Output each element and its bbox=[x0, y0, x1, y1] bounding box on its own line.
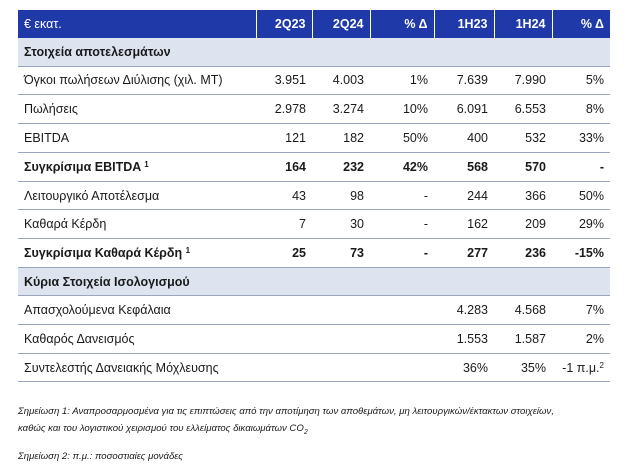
table-cell: 400 bbox=[434, 124, 494, 153]
table-row bbox=[18, 152, 610, 181]
results-table-container bbox=[18, 10, 610, 382]
footnote-1-subscript: 2 bbox=[303, 428, 308, 436]
header-col: 2Q23 bbox=[256, 10, 312, 38]
table-cell: 2.978 bbox=[256, 95, 312, 124]
table-cell: 4.283 bbox=[434, 296, 494, 325]
table-row bbox=[18, 210, 610, 239]
table-cell: - bbox=[552, 152, 610, 181]
table-cell bbox=[256, 324, 312, 353]
table-cell: 10% bbox=[370, 95, 434, 124]
table-cell: 8% bbox=[552, 95, 610, 124]
table-cell: 532 bbox=[494, 124, 552, 153]
footnote-marker: 1 bbox=[144, 159, 149, 169]
table-cell bbox=[370, 353, 434, 382]
table-cell bbox=[312, 296, 370, 325]
table-row bbox=[18, 353, 610, 382]
row-label: EBITDA bbox=[18, 124, 256, 153]
table-cell: 1.553 bbox=[434, 324, 494, 353]
table-cell: 1.587 bbox=[494, 324, 552, 353]
table-cell: 6.553 bbox=[494, 95, 552, 124]
table-cell: - bbox=[370, 239, 434, 268]
table-cell: -15% bbox=[552, 239, 610, 268]
footnote-1-line-1: Σημείωση 1: Αναπροσαρμοσμένα για τις επιπτώσεις από την αποτίμηση των αποθεμάτων, μη λειτουργικών/έκτακτων στοιχείων, bbox=[18, 406, 554, 417]
table-cell: 366 bbox=[494, 181, 552, 210]
table-cell: 2% bbox=[552, 324, 610, 353]
table-cell: 236 bbox=[494, 239, 552, 268]
table-cell: 33% bbox=[552, 124, 610, 153]
table-cell: 6.091 bbox=[434, 95, 494, 124]
table-cell: 36% bbox=[434, 353, 494, 382]
table-cell: 35% bbox=[494, 353, 552, 382]
table-cell: 162 bbox=[434, 210, 494, 239]
row-label: Λειτουργικό Αποτέλεσμα bbox=[18, 181, 256, 210]
table-cell: 29% bbox=[552, 210, 610, 239]
table-cell: 50% bbox=[552, 181, 610, 210]
table-row bbox=[18, 296, 610, 325]
table-cell: 7% bbox=[552, 296, 610, 325]
table-cell: 570 bbox=[494, 152, 552, 181]
table-row bbox=[18, 95, 610, 124]
table-cell: 50% bbox=[370, 124, 434, 153]
table-cell: 209 bbox=[494, 210, 552, 239]
table-cell: -1 π.μ.$^2$ bbox=[552, 353, 610, 382]
row-label: Όγκοι πωλήσεων Διύλισης (χιλ. ΜΤ) bbox=[18, 66, 256, 95]
footnote-marker: 1 bbox=[185, 246, 191, 256]
table-cell: 98 bbox=[312, 181, 370, 210]
table-cell: 3.274 bbox=[312, 95, 370, 124]
table-cell: 277 bbox=[434, 239, 494, 268]
table-cell: 244 bbox=[434, 181, 494, 210]
table-row bbox=[18, 124, 610, 153]
header-col: 2Q24 bbox=[312, 10, 370, 38]
header-col: 1H23 bbox=[434, 10, 494, 38]
table-header-row bbox=[18, 10, 610, 38]
table-body bbox=[18, 38, 610, 382]
table-cell: 73 bbox=[312, 239, 370, 268]
row-label: Πωλήσεις bbox=[18, 95, 256, 124]
table-cell: 182 bbox=[312, 124, 370, 153]
row-label: Καθαρός Δανεισμός bbox=[18, 324, 256, 353]
table-cell: 7.990 bbox=[494, 66, 552, 95]
table-cell: 4.003 bbox=[312, 66, 370, 95]
financial-results-table bbox=[18, 10, 610, 382]
footnote-2: Σημείωση 2: π.μ.: ποσοστιαίες μονάδες bbox=[18, 450, 183, 462]
table-cell: 5% bbox=[552, 66, 610, 95]
row-label: Απασχολούμενα Κεφάλαια bbox=[18, 296, 256, 325]
row-label: Συντελεστής Δανειακής Μόχλευσης bbox=[18, 353, 256, 382]
section-title: Στοιχεία αποτελεσμάτων bbox=[18, 38, 610, 66]
header-col: % Δ bbox=[580, 17, 604, 31]
table-row bbox=[18, 66, 610, 95]
table-cell: 30 bbox=[312, 210, 370, 239]
table-cell bbox=[256, 353, 312, 382]
table-row bbox=[18, 324, 610, 353]
header-col: % Δ bbox=[370, 10, 434, 38]
table-cell: 121 bbox=[256, 124, 312, 153]
table-cell: 4.568 bbox=[494, 296, 552, 325]
table-cell: - bbox=[370, 181, 434, 210]
table-cell: 7.639 bbox=[434, 66, 494, 95]
table-cell: 7 bbox=[256, 210, 312, 239]
table-cell: 164 bbox=[256, 152, 312, 181]
header-unit: € εκατ. bbox=[18, 10, 256, 38]
footnotes bbox=[18, 403, 618, 465]
table-cell bbox=[370, 324, 434, 353]
table-row bbox=[18, 181, 610, 210]
row-label: Συγκρίσιμα Καθαρά Κέρδη $^1$ bbox=[18, 239, 256, 268]
table-cell bbox=[312, 353, 370, 382]
row-label: Συγκρίσιμα EBITDA $^1$ bbox=[18, 152, 256, 181]
table-cell: - bbox=[370, 210, 434, 239]
table-cell: 232 bbox=[312, 152, 370, 181]
section-title: Κύρια Στοιχεία Ισολογισμού bbox=[18, 268, 610, 296]
table-cell bbox=[312, 324, 370, 353]
table-cell bbox=[370, 296, 434, 325]
table-cell: 25 bbox=[256, 239, 312, 268]
table-cell: 1% bbox=[370, 66, 434, 95]
footnote-1-line-2: καθώς και του λογιστικού χειρισμού του ελλείματος δικαιωμάτων CO bbox=[18, 423, 304, 434]
table-cell bbox=[256, 296, 312, 325]
footnote-marker: 2 bbox=[599, 360, 604, 370]
table-row bbox=[18, 239, 610, 268]
row-label: Καθαρά Κέρδη bbox=[18, 210, 256, 239]
table-cell: 42% bbox=[370, 152, 434, 181]
table-cell: 3.951 bbox=[256, 66, 312, 95]
footnote-1 bbox=[18, 403, 618, 441]
table-cell: 568 bbox=[434, 152, 494, 181]
section-header-row bbox=[18, 268, 610, 296]
header-col: 1H24 bbox=[494, 10, 552, 38]
section-header-row bbox=[18, 38, 610, 66]
table-cell: 43 bbox=[256, 181, 312, 210]
